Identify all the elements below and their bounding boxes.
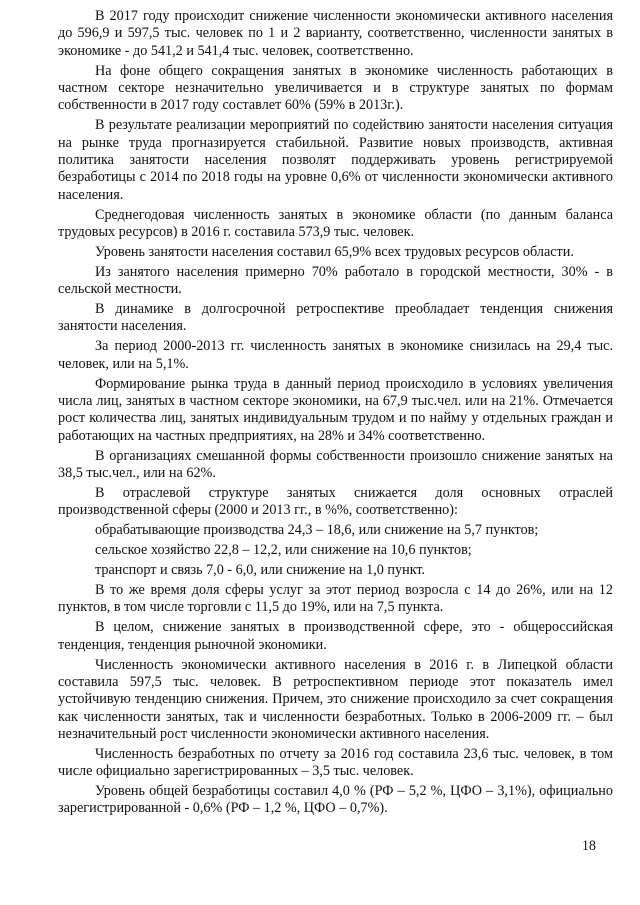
paragraph: Формирование рынка труда в данный период происходило в условиях увеличения числа лиц, занятых в частном секторе экономики, на 67,9 тыс.чел. или на 21%. Отмечается рост количества лиц, занятых индивидуальным трудом и по найму у отдельных граждан и работающих на частных предприятиях, на 28% и 34% соответственно. <box>58 375 613 444</box>
paragraph: Уровень общей безработицы составил 4,0 % (РФ – 5,2 %, ЦФО – 3,1%), официально зарегистрированной - 0,6% (РФ – 1,2 %, ЦФО – 0,7%). <box>58 783 613 817</box>
paragraph: Численность безработных по отчету за 2016 год составила 23,6 тыс. человек, в том числе официально зарегистрированных – 3,5 тыс. человек. <box>58 745 613 780</box>
paragraph: В результате реализации мероприятий по содействию занятости населения ситуация на рынке труда прогназируется стабильной. Развитие новых производств, активная политика занятости населения позволят поддерживать уровень регистрируемой безработицы с 2014 по 2018 годы на уровне 0,6% от численности экономически активного населения. <box>58 117 613 203</box>
paragraph: В то же время доля сферы услуг за этот период возросла с 14 до 26%, или на 12 пунктов, в том числе торговли с 11,5 до 19%, или на 7,5 пункта. <box>58 581 613 616</box>
list-item: транспорт и связь 7,0 - 6,0, или снижение на 1,0 пункт. <box>95 562 426 579</box>
paragraph: В динамике в долгосрочной ретроспективе преобладает тенденция снижения занятости населения. <box>58 301 613 335</box>
document-page <box>58 8 613 820</box>
paragraph: В отраслевой структуре занятых снижается доля основных отраслей производственной сферы (2000 и 2013 гг., в %%, соответственно): <box>58 484 613 519</box>
paragraph: За период 2000-2013 гг. численность занятых в экономике снизилась на 29,4 тыс. человек, или на 5,1%. <box>58 338 613 372</box>
paragraph: В организациях смешанной формы собственности произошло снижение занятых на 38,5 тыс.чел., или на 62%. <box>58 447 613 481</box>
paragraph: Из занятого населения примерно 70% работало в городской местности, 30% - в сельской местности. <box>58 263 613 298</box>
paragraph: В целом, снижение занятых в производственной сфере, это - общероссийская тенденция, тенденция рыночной экономики. <box>58 619 613 653</box>
list-item: сельское хозяйство 22,8 – 12,2, или снижение на 10,6 пунктов; <box>95 542 472 559</box>
paragraph: Численность экономически активного населения в 2016 г. в Липецкой области составила 597,5 тыс. человек. В ретроспективном периоде этот показатель имел устойчивую тенденцию снижения. Причем, это снижение происходило за счет сокращения как численности занятых, так и численности безработных. Только в 2006-2009 гг. – был незначительный рост численности экономически активного населения. <box>58 656 613 742</box>
paragraph: Среднегодовая численность занятых в экономике области (по данным баланса трудовых ресурсов) в 2016 г. составила 573,9 тыс. человек. <box>58 206 613 240</box>
page-number: 18 <box>581 838 596 854</box>
paragraph: На фоне общего сокращения занятых в экономике численность работающих в частном секторе незначительно увеличивается и в структуре занятых по формам собственности в 2017 году составлет 60% (59% в 2013г.). <box>58 62 613 114</box>
paragraph: Уровень занятости населения составил 65,9% всех трудовых ресурсов области. <box>95 243 574 260</box>
paragraph: В 2017 году происходит снижение численности экономически активного населения до 596,9 и 597,5 тыс. человек по 1 и 2 варианту, соответственно, численности занятых в экономике - до 541,2 и 541,4 тыс. человек, соответственно. <box>58 8 613 59</box>
list-item: обрабатывающие производства 24,3 – 18,6, или снижение на 5,7 пунктов; <box>95 522 539 539</box>
